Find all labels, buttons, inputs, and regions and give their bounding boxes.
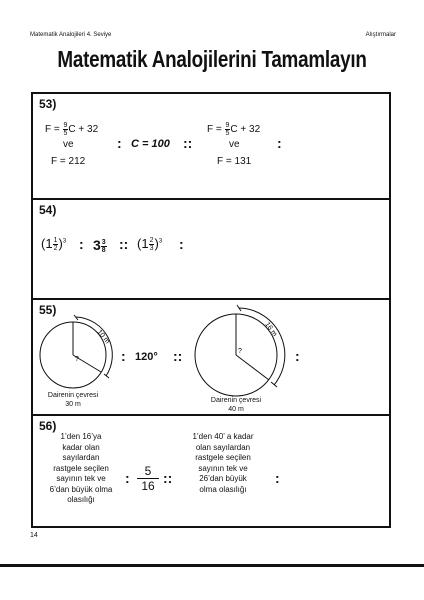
statement-line: rastgele seçilen	[195, 453, 251, 462]
whole: 1	[141, 236, 149, 251]
left-caption	[33, 391, 113, 409]
colon: :	[295, 348, 300, 364]
caption-line: 40 m	[228, 406, 244, 413]
value-right: F = 131	[217, 156, 252, 167]
caption-line: Dairenin çevresi	[47, 392, 99, 399]
fraction-numerator: 5	[137, 464, 159, 479]
statement-line: olasılığı	[67, 495, 95, 504]
colon: :	[79, 236, 84, 252]
caption-line: Dairenin çevresi	[210, 397, 262, 404]
page-number: 14	[30, 532, 38, 539]
statement-line: sayının tek ve	[198, 463, 248, 473]
mixed-number-right: (1 $\frac{2}{3}$ )$^3$	[137, 236, 163, 253]
formula-left	[45, 122, 98, 137]
question-number: 55)	[39, 303, 57, 317]
fraction-numerator: 1	[53, 237, 58, 245]
left-arc-marker	[76, 317, 112, 376]
statement-line: rastgele seçilen	[53, 463, 109, 473]
statement-line: kadar olan	[62, 442, 100, 452]
fraction	[53, 237, 59, 252]
question-53-box	[31, 92, 391, 200]
formula-right	[207, 122, 260, 137]
colon: :	[275, 470, 280, 486]
exponent: 3	[62, 238, 67, 245]
ve-left: ve	[63, 139, 74, 150]
fraction-denominator: 2	[53, 245, 58, 253]
formula-suffix: C + 32	[68, 124, 99, 136]
mixed-number-left: (1 $\frac{1}{2}$ )$^3$	[41, 236, 67, 253]
double-colon: ::	[119, 236, 129, 252]
header-right: Alıştırmalar	[365, 32, 396, 38]
right-radius-side	[236, 355, 269, 380]
mixed-number-middle	[93, 237, 107, 254]
whole: 3	[93, 237, 101, 253]
question-54-box	[31, 198, 391, 300]
statement-line: 6’dan büyük olma	[49, 484, 113, 494]
statement-line: 1’den 16’ya	[60, 432, 102, 441]
right-angle-label: ?	[238, 348, 242, 355]
whole: 1	[45, 236, 53, 251]
fraction-denominator: 8	[101, 246, 106, 254]
formula-prefix: F =	[45, 124, 60, 136]
right-statement	[179, 432, 267, 495]
fraction	[149, 237, 155, 252]
right-caption	[196, 396, 276, 414]
right-arc-marker	[239, 308, 285, 385]
answer-fraction	[137, 464, 159, 493]
formula-prefix: F =	[207, 124, 222, 136]
formula-suffix: C + 32	[230, 124, 261, 136]
fraction-denominator: 3	[149, 245, 154, 253]
value-left: F = 212	[51, 156, 86, 167]
fraction-denominator: 5	[225, 130, 230, 137]
double-colon: ::	[183, 135, 193, 151]
colon: :	[179, 236, 184, 252]
answer: 120°	[135, 351, 158, 363]
fraction-numerator: 3	[101, 238, 106, 246]
footer-rule	[0, 564, 424, 567]
question-number: 54)	[39, 203, 57, 217]
colon: :	[277, 135, 282, 151]
ve-right: ve	[229, 139, 240, 150]
left-arc-label: 10 m	[95, 328, 111, 346]
fraction-numerator: 9	[225, 122, 230, 129]
left-statement	[37, 432, 125, 506]
page-title: Matematik Analojilerini Tamamlayın	[57, 46, 367, 72]
question-55-box	[31, 298, 391, 416]
fraction-denominator: 16	[141, 479, 155, 493]
statement-line: sayının tek ve	[56, 474, 106, 483]
fraction-numerator: 2	[149, 237, 154, 245]
statement-line: olan sayılardan	[195, 442, 251, 452]
right-arc-label: 16 m	[263, 321, 279, 338]
statement-line: 1’den 40’ a kadar	[192, 432, 254, 441]
double-colon: ::	[173, 348, 183, 364]
answer: C = 100	[131, 138, 170, 150]
question-56-box	[31, 414, 391, 528]
caption-line: 30 m	[65, 401, 81, 408]
header-left: Matematik Analojileri 4. Seviye	[30, 32, 112, 38]
question-number: 53)	[39, 97, 57, 111]
statement-line: olma olasılığı	[199, 484, 247, 494]
colon: :	[121, 348, 126, 364]
statement-line: sayılardan	[62, 453, 100, 462]
exponent: 3	[158, 238, 163, 245]
statement-line: 26’dan büyük	[199, 474, 247, 483]
fraction-numerator: 9	[63, 122, 68, 129]
double-colon: ::	[163, 470, 173, 486]
colon: :	[117, 135, 122, 151]
fraction	[101, 239, 107, 254]
fraction-denominator: 5	[63, 130, 68, 137]
colon: :	[125, 470, 130, 486]
left-angle-label: ?	[75, 356, 79, 363]
question-number: 56)	[39, 419, 57, 433]
